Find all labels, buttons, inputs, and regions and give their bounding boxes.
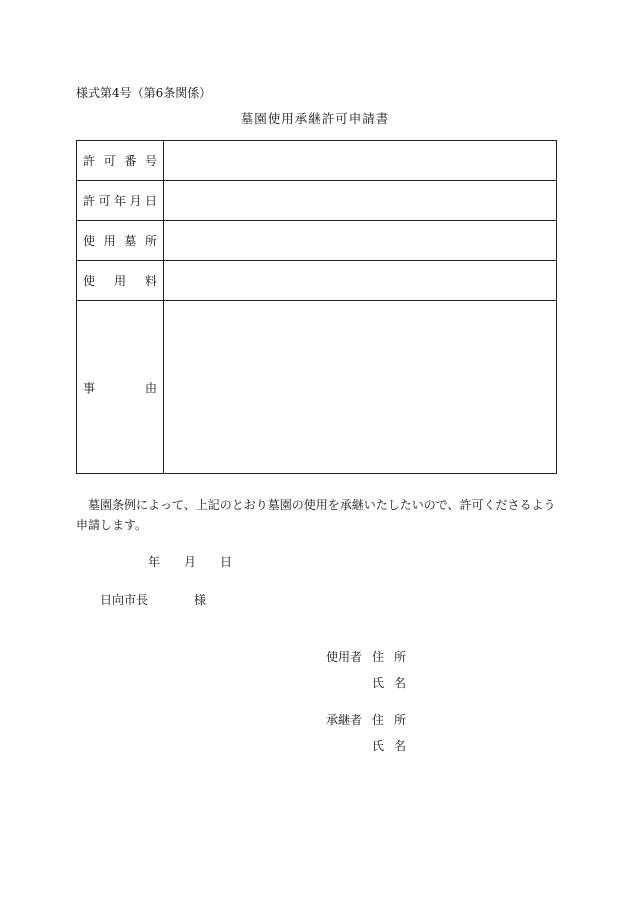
table-row-grave-site [77,221,557,261]
reason-label [77,301,164,474]
user-role-label: 使用者 [326,650,363,664]
permit-number-label [77,141,164,181]
date-day-label: 日 [220,555,233,569]
label-char: 可 [98,194,111,208]
label-char: 年 [113,194,126,208]
form-number: 様式第4号（第6条関係） [76,86,212,100]
permit-number-field[interactable] [164,141,557,181]
label-char: 所 [144,234,157,248]
user-address-label: 住所 [372,650,417,664]
label-char: 許 [83,194,96,208]
application-statement: 墓園条例によって、上記のとおり墓園の使用を承継いたしたいので、許可くださるよう申請します。 [76,498,556,532]
addressee-honorific: 様 [194,593,207,607]
date-year-label: 年 [148,555,161,569]
successor-name-label: 氏名 [372,739,417,753]
permit-date-field[interactable] [164,181,557,221]
label-char: 番 [124,154,137,168]
label-char: 使 [83,274,96,288]
grave-site-field[interactable] [164,221,557,261]
label-char: 由 [144,380,157,395]
permit-info-table [76,140,557,474]
table-row-usage-fee [77,261,557,301]
label-char: 月 [129,194,142,208]
reason-field[interactable] [164,301,557,474]
successor-role-label: 承継者 [326,713,363,727]
label-char: 号 [144,154,157,168]
label-char: 事 [83,380,96,395]
label-char: 用 [103,234,116,248]
grave-site-label [77,221,164,261]
successor-address-label: 住所 [372,713,417,727]
label-char: 墓 [124,234,137,248]
table-row-permit-number [77,141,557,181]
usage-fee-label [77,261,164,301]
table-row-reason [77,301,557,474]
label-char: 料 [144,274,157,288]
addressee-name: 日向市長 [100,593,149,607]
label-char: 用 [113,274,126,288]
label-char: 許 [83,154,96,168]
label-char: 使 [83,234,96,248]
permit-date-label [77,181,164,221]
user-name-label: 氏名 [372,676,417,690]
label-char: 可 [103,154,116,168]
document-title: 墓園使用承継許可申請書 [240,111,390,126]
usage-fee-field[interactable] [164,261,557,301]
table-row-permit-date [77,181,557,221]
date-month-label: 月 [184,555,197,569]
label-char: 日 [144,194,157,208]
